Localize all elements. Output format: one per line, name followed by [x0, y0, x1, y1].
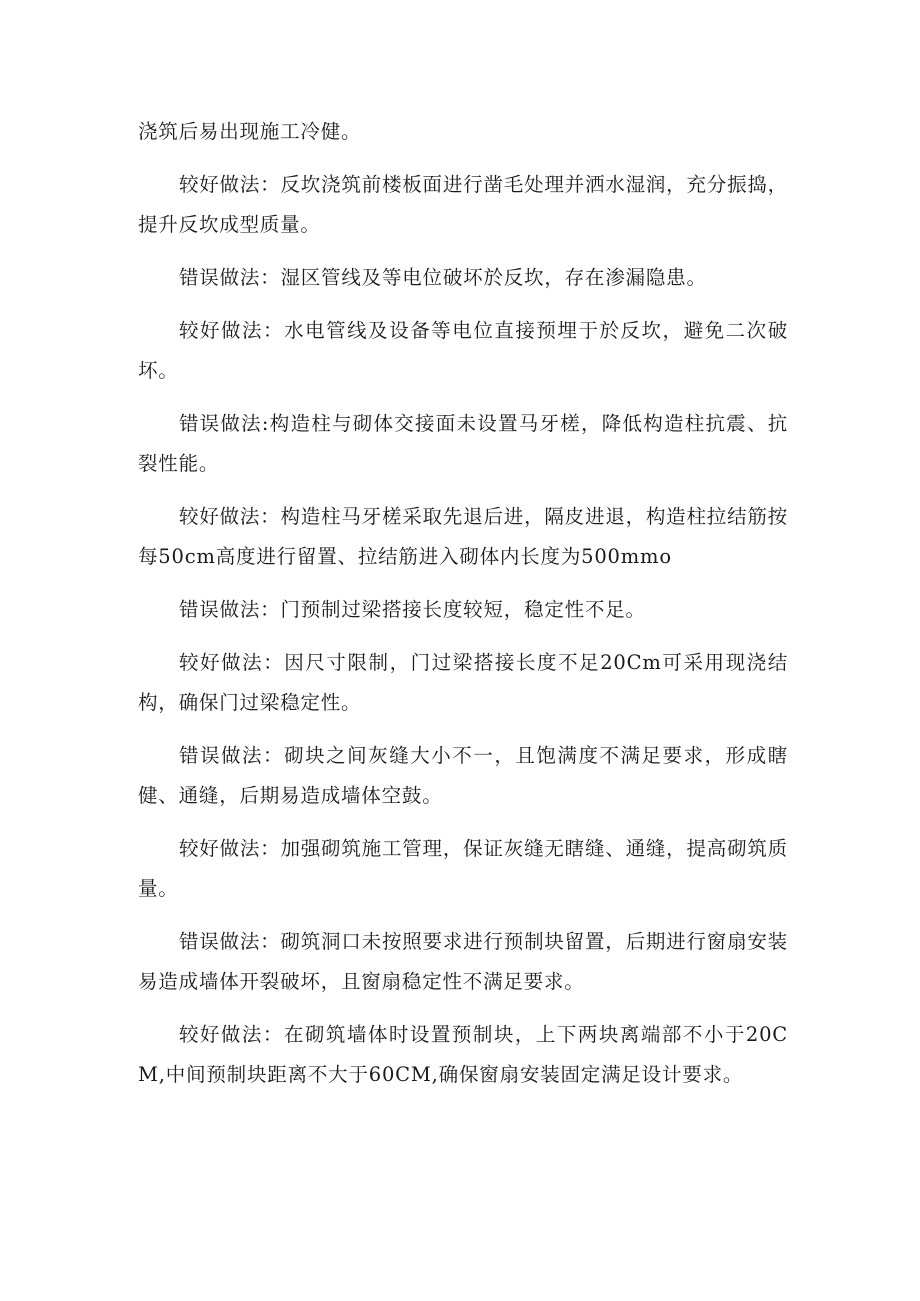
paragraph-good-practice: 较好做法：反坎浇筑前楼板面进行凿毛处理并洒水湿润，充分振捣，提升反坎成型质量。	[138, 173, 788, 236]
paragraph-good-practice: 较好做法：在砌筑墙体时设置预制块，上下两块离端部不小于20CM,中间预制块距离不大于60CM,确保窗扇安装固定满足设计要求。	[138, 1023, 788, 1086]
document-body	[138, 112, 788, 1108]
paragraph-wrong-practice: 错误做法：门预制过梁搭接长度较短，稳定性不足。	[178, 598, 646, 621]
paragraph-wrong-practice: 错误做法:构造柱与砌体交接面未设置马牙槎，降低构造柱抗震、抗裂性能。	[138, 412, 788, 475]
paragraph-good-practice: 较好做法：因尺寸限制，门过梁搭接长度不足20Cm可采用现浇结构，确保门过梁稳定性。	[138, 651, 788, 714]
paragraph-wrong-practice: 错误做法：湿区管线及等电位破坏於反坎，存在渗漏隐患。	[178, 266, 707, 289]
paragraph-good-practice: 较好做法：加强砌筑施工管理，保证灰缝无瞎缝、通缝，提高砌筑质量。	[138, 837, 788, 900]
paragraph-good-practice: 较好做法：水电管线及设备等电位直接预埋于於反坎，避免二次破坏。	[138, 319, 788, 382]
paragraph-good-practice: 较好做法：构造柱马牙槎采取先退后进，隔皮进退，构造柱拉结筋按每50cm高度进行留置、拉结筋进入砌体内长度为500mmo	[138, 505, 788, 568]
paragraph-continuation: 浇筑后易出现施工冷健。	[138, 120, 362, 143]
paragraph-wrong-practice: 错误做法：砌块之间灰缝大小不一，且饱满度不满足要求，形成瞎健、通缝，后期易造成墙体空鼓。	[138, 744, 788, 807]
paragraph-wrong-practice: 错误做法：砌筑洞口未按照要求进行预制块留置，后期进行窗扇安装易造成墙体开裂破坏，且窗扇稳定性不满足要求。	[138, 930, 788, 993]
